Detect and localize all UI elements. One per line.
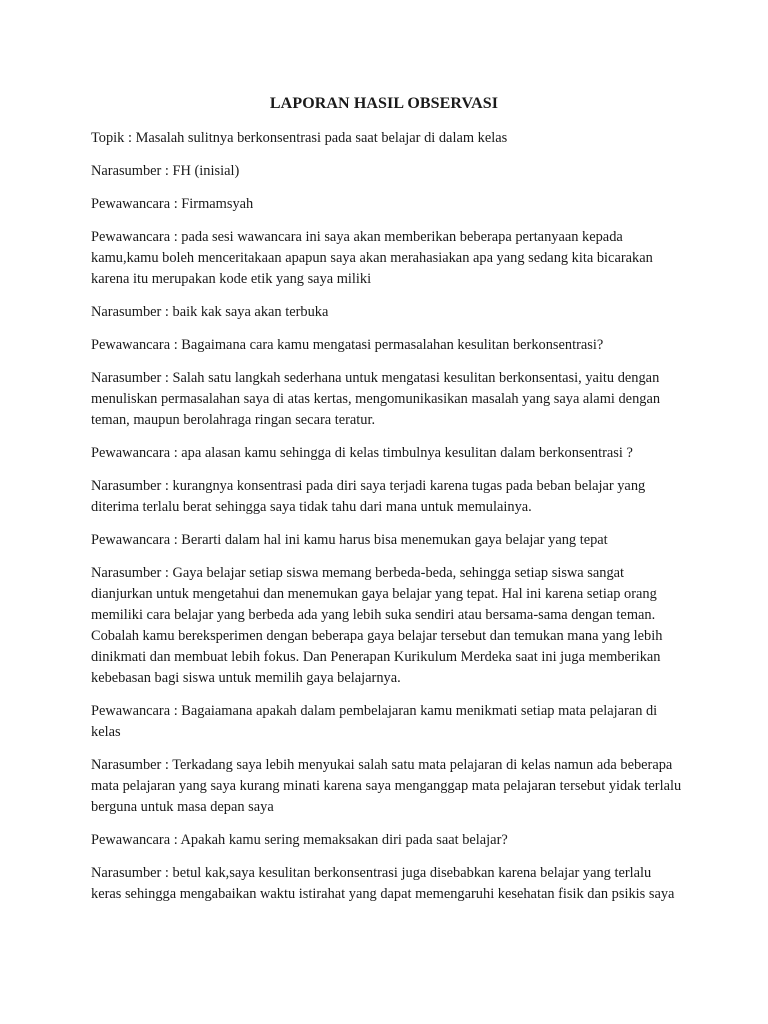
paragraph-dialogue-5: Pewawancara : apa alasan kamu sehingga di kelas timbulnya kesulitan dalam berkonsentrasi ? — [91, 445, 633, 461]
document-title: LAPORAN HASIL OBSERVASI — [269, 95, 499, 112]
paragraph-topic: Topik : Masalah sulitnya berkonsentrasi pada saat belajar di dalam kelas — [91, 130, 508, 146]
paragraph-dialogue-6: Narasumber : kurangnya konsentrasi pada diri saya terjadi karena tugas pada beban belajar yang diterima terlalu berat sehingga saya tidak tahu dari mana untuk memulainya. — [91, 478, 646, 515]
paragraph-dialogue-7: Pewawancara : Berarti dalam hal ini kamu harus bisa menemukan gaya belajar yang tepat — [91, 532, 608, 548]
paragraph-dialogue-10: Narasumber : Terkadang saya lebih menyukai salah satu mata pelajaran di kelas namun ada beberapa mata pelajaran yang saya kurang minati karena saya menganggap mata pelajaran tersebut yidak terlalu berguna untuk masa depan saya — [91, 757, 682, 815]
paragraph-dialogue-1: Pewawancara : pada sesi wawancara ini saya akan memberikan beberapa pertanyaan kepada kamu,kamu boleh menceritakaan apapun saya akan merahasiakan apa yang sedang kita bicarakan karena itu merupakan kode etik yang saya miliki — [91, 229, 653, 287]
paragraph-dialogue-3: Pewawancara : Bagaimana cara kamu mengatasi permasalahan kesulitan berkonsentrasi? — [91, 337, 604, 353]
paragraph-dialogue-2: Narasumber : baik kak saya akan terbuka — [91, 304, 329, 320]
paragraph-dialogue-9: Pewawancara : Bagaiamana apakah dalam pembelajaran kamu menikmati setiap mata pelajaran di kelas — [91, 703, 658, 740]
paragraph-interviewer: Pewawancara : Firmamsyah — [91, 196, 254, 212]
paragraph-dialogue-4: Narasumber : Salah satu langkah sederhana untuk mengatasi kesulitan berkonsentasi, yaitu dengan menuliskan permasalahan saya di atas kertas, mengomunikasikan masalah yang saya alami dengan teman, maupun berolahraga ringan secara teratur. — [91, 370, 661, 428]
paragraph-dialogue-11: Pewawancara : Apakah kamu sering memaksakan diri pada saat belajar? — [91, 832, 508, 848]
document-body — [91, 128, 683, 917]
paragraph-dialogue-8: Narasumber : Gaya belajar setiap siswa memang berbeda-beda, sehingga setiap siswa sangat dianjurkan untuk mengetahui dan menemukan gaya belajar yang tepat. Hal ini karena setiap orang memiliki cara belajar yang berbeda ada yang lebih suka sendiri atau bersama-sama dengan teman. Cobalah kamu bereksperimen dengan beberapa gaya belajar tersebut dan temukan mana yang lebih dinikmati dan membuat lebih fokus. Dan Penerapan Kurikulum Merdeka saat ini juga memberikan kebebasan bagi siswa untuk memilih gaya belajarnya. — [91, 565, 663, 686]
paragraph-interviewee: Narasumber : FH (inisial) — [91, 163, 240, 179]
paragraph-dialogue-12: Narasumber : betul kak,saya kesulitan berkonsentrasi juga disebabkan karena belajar yang terlalu keras sehingga mengabaikan waktu istirahat yang dapat memengaruhi kesehatan fisik dan psikis saya — [91, 865, 675, 902]
